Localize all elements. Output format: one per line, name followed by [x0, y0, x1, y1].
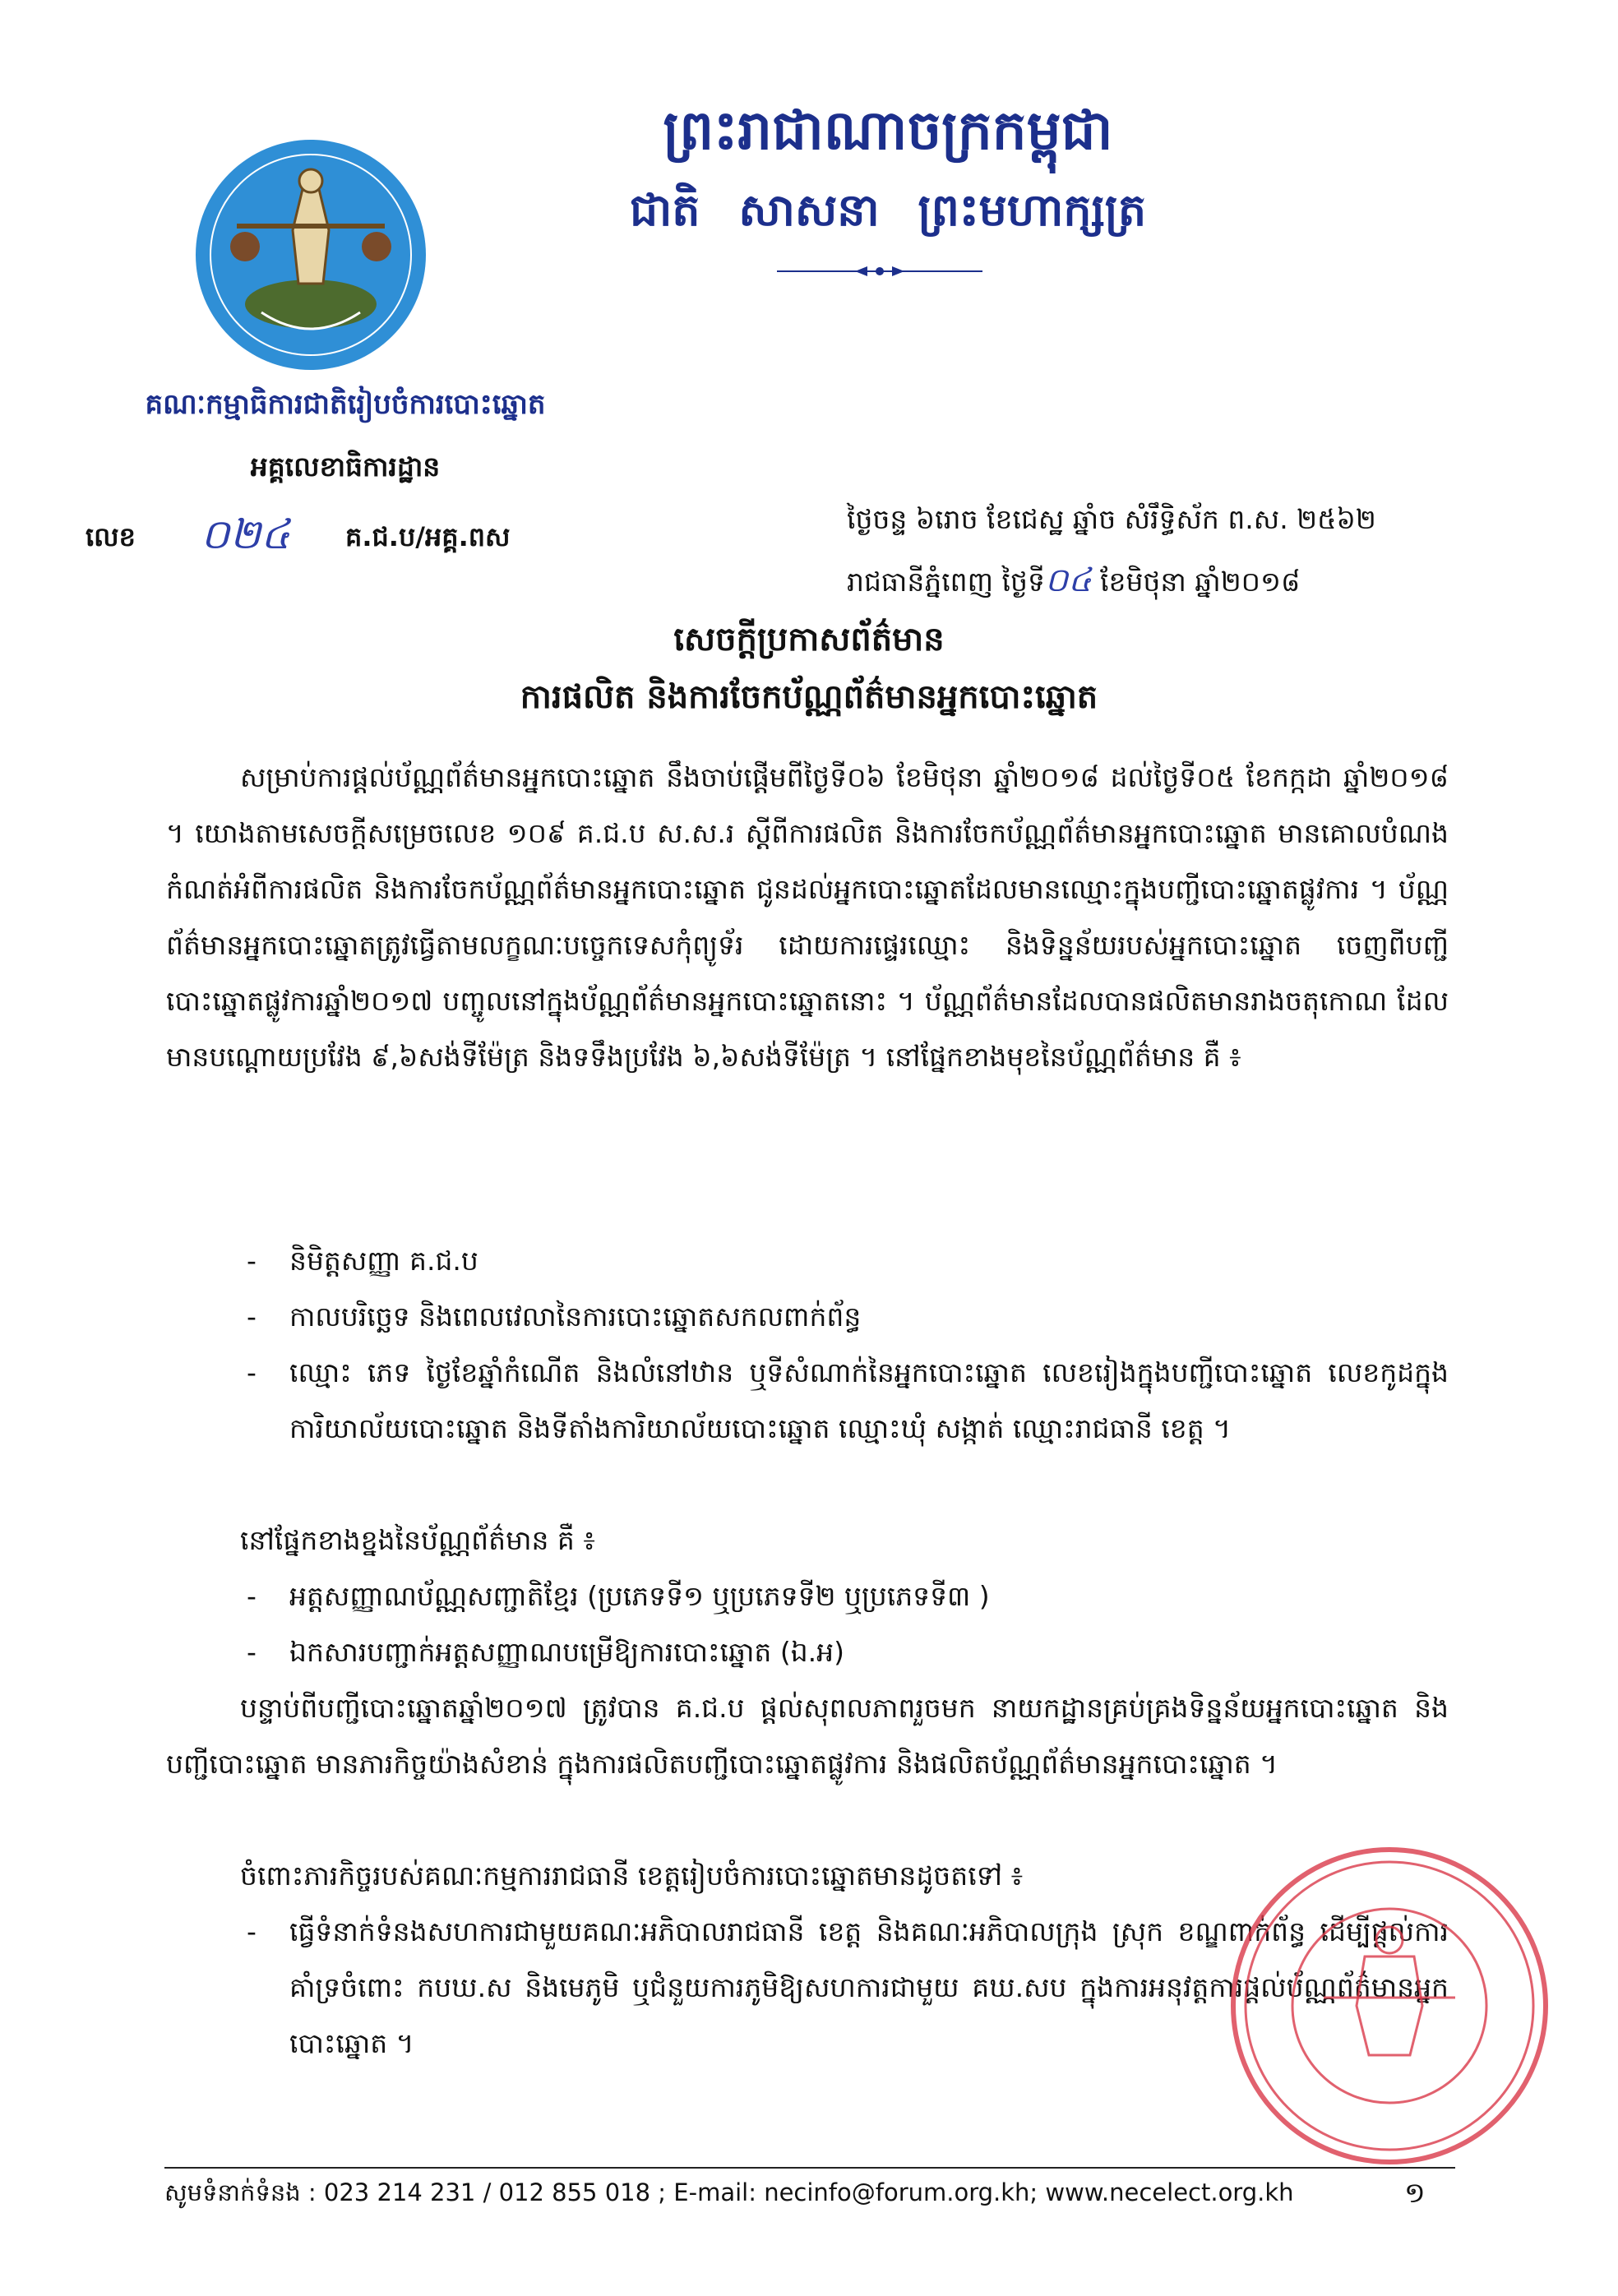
duty-item-text: ធ្វើទំនាក់ទំនងសហការជាមួយគណៈអភិបាលរាជធានី ខេត្ត និងគណៈអភិបាលក្រុង ស្រុក ខណ្ឌពាក់ព័ន្ធ ដើម្បីផ្ដល់ការគាំទ្រចំពោះ កបឃ.ស និងមេភូមិ ឬជំនួយការភូមិឱ្យសហការជាមួយ គឃ.សប ក្នុងការអនុវត្តការផ្ដល់ប័ណ្ណព័ត៌មានអ្នកបោះឆ្នោត ។	[289, 1915, 1449, 2059]
nec-logo-icon	[187, 132, 434, 378]
back-item-text: ឯកសារបញ្ជាក់អត្តសញ្ញាណបម្រើឱ្យការបោះឆ្នោត (ឯ.អ)	[289, 1636, 844, 1668]
footer-divider	[164, 2167, 1455, 2169]
reference-label: លេខ	[86, 521, 136, 552]
back-item-text: អត្តសញ្ញាណប័ណ្ណសញ្ជាតិខ្មែរ (ប្រភេទទី១ ឬប្រភេទទី២ ឬប្រភេទទី៣ )	[289, 1580, 990, 1612]
list-item: - កាលបរិច្ឆេទ និងពេលវេលានៃការបោះឆ្នោតសកលពាក់ព័ន្ធ	[247, 1300, 862, 1333]
list-item: - អត្តសញ្ញាណប័ណ្ណសញ្ជាតិខ្មែរ (ប្រភេទទី១ ឬប្រភេទទី២ ឬប្រភេទទី៣ )	[247, 1580, 990, 1612]
list-item: - ធ្វើទំនាក់ទំនងសហការជាមួយគណៈអភិបាលរាជធានី ខេត្ត និងគណៈអភិបាលក្រុង ស្រុក ខណ្ឌពាក់ព័ន្ធ ដើម្បីផ្ដល់ការគាំទ្រចំពោះ កបឃ.ស និងមេភូមិ ឬជំនួយការភូមិឱ្យសហការជាមួយ គឃ.សប ក្នុងការអនុវត្តការផ្ដល់ប័ណ្ណព័ត៌មានអ្នកបោះឆ្នោត ។	[247, 1915, 1449, 2059]
front-item-text: កាលបរិច្ឆេទ និងពេលវេលានៃការបោះឆ្នោតសកលពាក់ព័ន្ធ	[289, 1300, 862, 1333]
document-title: សេចក្ដីប្រកាសព័ត៌មាន	[673, 621, 945, 658]
reference-code: គ.ជ.ប/អគ្គ.ពស	[345, 521, 511, 552]
front-item-text: និមិត្តសញ្ញា គ.ជ.ប	[289, 1245, 478, 1277]
solar-date-suffix: ខែមិថុនា ឆ្នាំ២០១៨	[1100, 566, 1301, 598]
front-item-text: ឈ្មោះ ភេទ ថ្ងៃខែឆ្នាំកំណើត និងលំនៅឋាន ឬទីសំណាក់នៃអ្នកបោះឆ្នោត លេខរៀងក្នុងបញ្ជីបោះឆ្នោត លេខកូដក្នុងការិយាល័យបោះឆ្នោត និងទីតាំងការិយាល័យបោះឆ្នោត ឈ្មោះឃុំ សង្កាត់ ឈ្មោះរាជធានី ខេត្ត ។	[289, 1356, 1449, 1444]
paragraph-database: បន្ទាប់ពីបញ្ជីបោះឆ្នោតឆ្នាំ២០១៧ ត្រូវបាន គ.ជ.ប ផ្ដល់សុពលភាពរួចមក នាយកដ្ឋានគ្រប់គ្រងទិន្នន័យអ្នកបោះឆ្នោត និងបញ្ជីបោះឆ្នោត មានភារកិច្ចយ៉ាងសំខាន់ ក្នុងការផលិតបញ្ជីបោះឆ្នោតផ្លូវការ និងផលិតប័ណ្ណព័ត៌មានអ្នកបោះឆ្នោត ។	[166, 1692, 1449, 1780]
solar-date	[847, 559, 1300, 607]
paragraph-intro: សម្រាប់ការផ្ដល់ប័ណ្ណព័ត៌មានអ្នកបោះឆ្នោត នឹងចាប់ផ្ដើមពីថ្ងៃទី០៦ ខែមិថុនា ឆ្នាំ២០១៨ ដល់ថ្ងៃទី០៥ ខែកក្កដា ឆ្នាំ២០១៨ ។ យោងតាមសេចក្ដីសម្រេចលេខ ១០៩ គ.ជ.ប ស.ស.រ ស្ដីពីការផលិត និងការចែកប័ណ្ណព័ត៌មានអ្នកបោះឆ្នោត មានគោលបំណងកំណត់អំពីការផលិត និងការចែកប័ណ្ណព័ត៌មានអ្នកបោះឆ្នោត ជូនដល់អ្នកបោះឆ្នោតដែលមានឈ្មោះក្នុងបញ្ជីបោះឆ្នោតផ្លូវការ ។ ប័ណ្ណព័ត៌មានអ្នកបោះឆ្នោតត្រូវធ្វើតាមលក្ខណៈបច្ចេកទេសកុំព្យូទ័រ ដោយការផ្ទេរឈ្មោះ និងទិន្នន័យរបស់អ្នកបោះឆ្នោត ចេញពីបញ្ជីបោះឆ្នោតផ្លូវការឆ្នាំ២០១៧ បញ្ចូលនៅក្នុងប័ណ្ណព័ត៌មានអ្នកបោះឆ្នោតនោះ ។ ប័ណ្ណព័ត៌មានដែលបានផលិតមានរាងចតុកោណ ដែលមានបណ្ដោយប្រវែង ៩,៦សង់ទីម៉ែត្រ និងទទឹងប្រវែង ៦,៦សង់ទីម៉ែត្រ ។ នៅផ្នែកខាងមុខនៃប័ណ្ណព័ត៌មាន គឺ ៖	[166, 761, 1449, 1073]
list-item: - ឯកសារបញ្ជាក់អត្តសញ្ញាណបម្រើឱ្យការបោះឆ្នោត (ឯ.អ)	[247, 1636, 844, 1668]
reference-number: ០២៤	[201, 510, 290, 558]
national-motto: ជាតិ សាសនា ព្រះមហាក្សត្រ	[629, 183, 1147, 236]
footer-contact: សូមទំនាក់ទំនង : 023 214 231 / 012 855 018 ; E-mail: necinfo@forum.org.kh; www.necelect.org.kh	[164, 2178, 1294, 2206]
official-seal-icon	[1225, 1841, 1554, 2170]
secretariat-name: អគ្គលេខាធិការដ្ឋាន	[250, 450, 441, 483]
committee-name: គណៈកម្មាធិការជាតិរៀបចំការបោះឆ្នោត	[145, 388, 546, 421]
solar-date-prefix: រាជធានីភ្នំពេញ ថ្ងៃទី	[847, 566, 1045, 598]
solar-date-day: ០៤	[1044, 561, 1092, 599]
list-item: - ឈ្មោះ ភេទ ថ្ងៃខែឆ្នាំកំណើត និងលំនៅឋាន ឬទីសំណាក់នៃអ្នកបោះឆ្នោត លេខរៀងក្នុងបញ្ជីបោះឆ្នោត លេខកូដក្នុងការិយាល័យបោះឆ្នោត និងទីតាំងការិយាល័យបោះឆ្នោត ឈ្មោះឃុំ សង្កាត់ ឈ្មោះរាជធានី ខេត្ត ។	[247, 1356, 1449, 1444]
lunar-date: ថ្ងៃចន្ទ ៦រោច ខែជេស្ឋ ឆ្នាំច សំរឹទ្ធិស័ក ព.ស. ២៥៦២	[847, 503, 1376, 535]
back-side-intro: នៅផ្នែកខាងខ្នងនៃប័ណ្ណព័ត៌មាន គឺ ៖	[240, 1524, 595, 1556]
kingdom-title: ព្រះរាជាណាចក្រកម្ពុជា	[663, 98, 1113, 162]
page-number: ១	[1404, 2177, 1426, 2210]
ornament-divider	[769, 261, 991, 281]
document-subtitle: ការផលិត និងការចែកប័ណ្ណព័ត៌មានអ្នកបោះឆ្នោត	[520, 678, 1098, 716]
paragraph-duties: ចំពោះភារកិច្ចរបស់គណៈកម្មការរាជធានី ខេត្តរៀបចំការបោះឆ្នោតមានដូចតទៅ ៖	[240, 1859, 1024, 1892]
list-item: - និមិត្តសញ្ញា គ.ជ.ប	[247, 1245, 478, 1277]
